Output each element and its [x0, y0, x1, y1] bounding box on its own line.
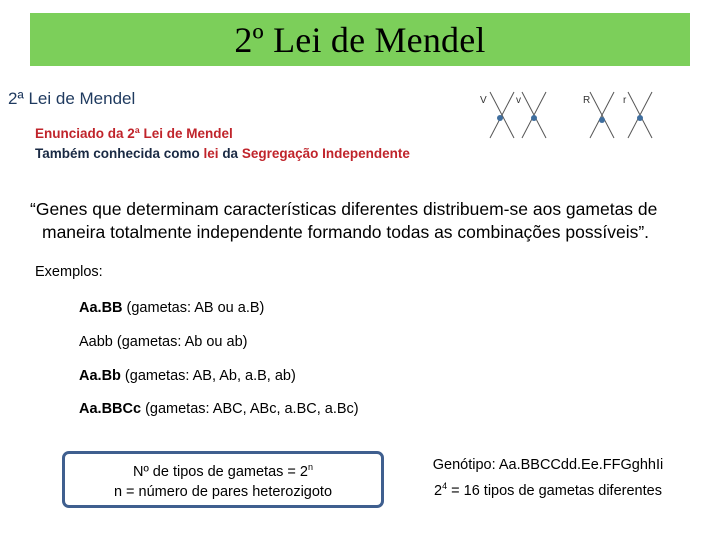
- gamete-formula-box: [62, 451, 384, 508]
- section-subtitle: 2ª Lei de Mendel: [8, 89, 136, 108]
- chromosome-diagram: [470, 86, 670, 142]
- example-item: Aa.BB (gametas: AB ou a.B): [79, 300, 265, 316]
- genotype-line-2: $2^4 = 16$ tipos de gametas diferentes: [434, 481, 662, 499]
- allele-label-v: v: [516, 95, 521, 106]
- genotype-example: [400, 455, 696, 502]
- example-item: Aa.BBCc (gametas: ABC, ABc, a.BC, a.Bc): [79, 401, 359, 417]
- enunciado-subheading: Também conhecida como lei da Segregação Independente: [35, 146, 410, 161]
- enunciado-block: [35, 124, 410, 164]
- law-statement-line-1: “Genes que determinam características diferentes distribuem-se aos gametas de: [30, 199, 658, 219]
- examples-heading: Exemplos:: [35, 264, 103, 280]
- formula-line-1: Nº de tipos de gametas = $2^n$: [133, 462, 313, 480]
- allele-label-R: R: [583, 95, 591, 106]
- chromosome-pair-2: [590, 92, 652, 138]
- example-item: Aa.Bb (gametas: AB, Ab, a.B, ab): [79, 368, 296, 384]
- title-banner: [30, 13, 690, 66]
- page-title: 2º Lei de Mendel: [234, 19, 486, 60]
- centromere-dot: [531, 115, 537, 121]
- law-statement: [30, 198, 700, 244]
- centromere-dot: [599, 117, 605, 123]
- allele-label-r: r: [623, 95, 627, 106]
- enunciado-heading: Enunciado da 2ª Lei de Mendel: [35, 126, 233, 141]
- genotype-line-1: Genótipo: Aa.BBCCdd.Ee.FFGghhIi: [432, 457, 664, 473]
- centromere-dot: [637, 115, 643, 121]
- formula-line-2: n = número de pares heterozigoto: [113, 483, 333, 500]
- example-item: Aabb (gametas: Ab ou ab): [79, 334, 248, 350]
- allele-label-V: V: [480, 95, 487, 106]
- centromere-dot: [497, 115, 503, 121]
- law-statement-line-2: maneira totalmente independente formando todas as combinações possíveis”.: [42, 222, 650, 242]
